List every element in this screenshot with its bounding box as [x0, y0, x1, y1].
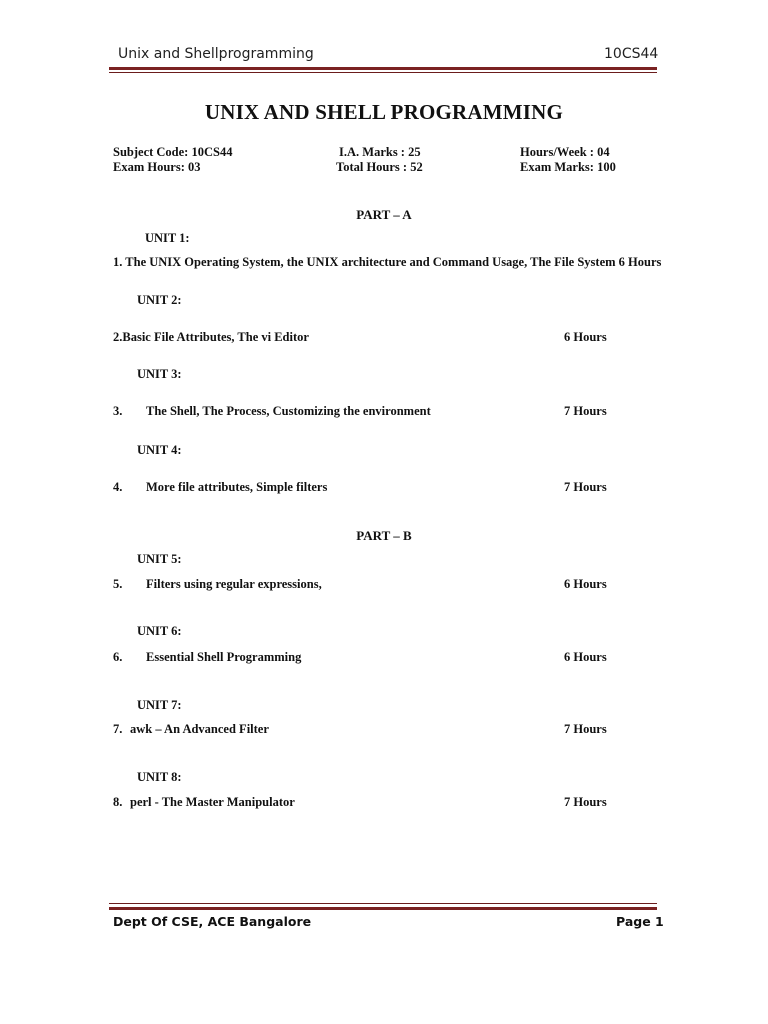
- header-rule: [109, 67, 657, 70]
- unit-8-label: UNIT 8:: [137, 770, 182, 784]
- unit-5-topic: Filters using regular expressions,: [146, 577, 322, 591]
- unit-7-topic: awk – An Advanced Filter: [130, 722, 269, 736]
- unit-1-label: UNIT 1:: [145, 231, 190, 245]
- unit-4-topic: More file attributes, Simple filters: [146, 480, 328, 494]
- header-left-text: Unix and Shellprogramming: [118, 46, 314, 62]
- unit-6-hours: 6 Hours: [564, 650, 607, 664]
- unit-7-number: 7.: [113, 722, 123, 736]
- footer-rule: [109, 907, 657, 910]
- unit-8-number: 8.: [113, 795, 123, 809]
- unit-3-label: UNIT 3:: [137, 367, 182, 381]
- unit-2-hours: 6 Hours: [564, 330, 607, 344]
- hours-per-week: Hours/Week : 04: [520, 145, 610, 159]
- unit-8-hours: 7 Hours: [564, 795, 607, 809]
- unit-6-number: 6.: [113, 650, 123, 664]
- total-hours: Total Hours : 52: [336, 160, 423, 174]
- exam-hours: Exam Hours: 03: [113, 160, 201, 174]
- unit-5-label: UNIT 5:: [137, 552, 182, 566]
- part-b-heading: PART – B: [356, 528, 412, 543]
- unit-5-hours: 6 Hours: [564, 577, 607, 591]
- exam-marks: Exam Marks: 100: [520, 160, 616, 174]
- header-right-text: 10CS44: [604, 46, 659, 62]
- unit-8-topic: perl - The Master Manipulator: [130, 795, 295, 809]
- footer-left-text: Dept Of CSE, ACE Bangalore: [113, 914, 312, 929]
- unit-4-hours: 7 Hours: [564, 480, 607, 494]
- unit-3-topic: The Shell, The Process, Customizing the environment: [146, 404, 431, 418]
- unit-6-topic: Essential Shell Programming: [146, 650, 302, 664]
- part-a-heading: PART – A: [356, 207, 412, 222]
- subject-code: Subject Code: 10CS44: [113, 145, 233, 159]
- page-number: Page 1: [616, 914, 664, 929]
- unit-4-label: UNIT 4:: [137, 443, 182, 457]
- footer-rule-thin: [109, 903, 657, 904]
- unit-7-hours: 7 Hours: [564, 722, 607, 736]
- unit-2-topic: 2.Basic File Attributes, The vi Editor: [113, 330, 309, 344]
- unit-1-topic: 1. The UNIX Operating System, the UNIX architecture and Command Usage, The File System 6 Hours: [113, 255, 662, 269]
- ia-marks: I.A. Marks : 25: [339, 145, 421, 159]
- unit-2-label: UNIT 2:: [137, 293, 182, 307]
- unit-4-number: 4.: [113, 480, 123, 494]
- header-rule-thin: [109, 72, 657, 73]
- unit-7-label: UNIT 7:: [137, 698, 182, 712]
- unit-5-number: 5.: [113, 577, 123, 591]
- unit-3-number: 3.: [113, 404, 123, 418]
- unit-3-hours: 7 Hours: [564, 404, 607, 418]
- unit-6-label: UNIT 6:: [137, 624, 182, 638]
- document-title: UNIX AND SHELL PROGRAMMING: [204, 100, 564, 124]
